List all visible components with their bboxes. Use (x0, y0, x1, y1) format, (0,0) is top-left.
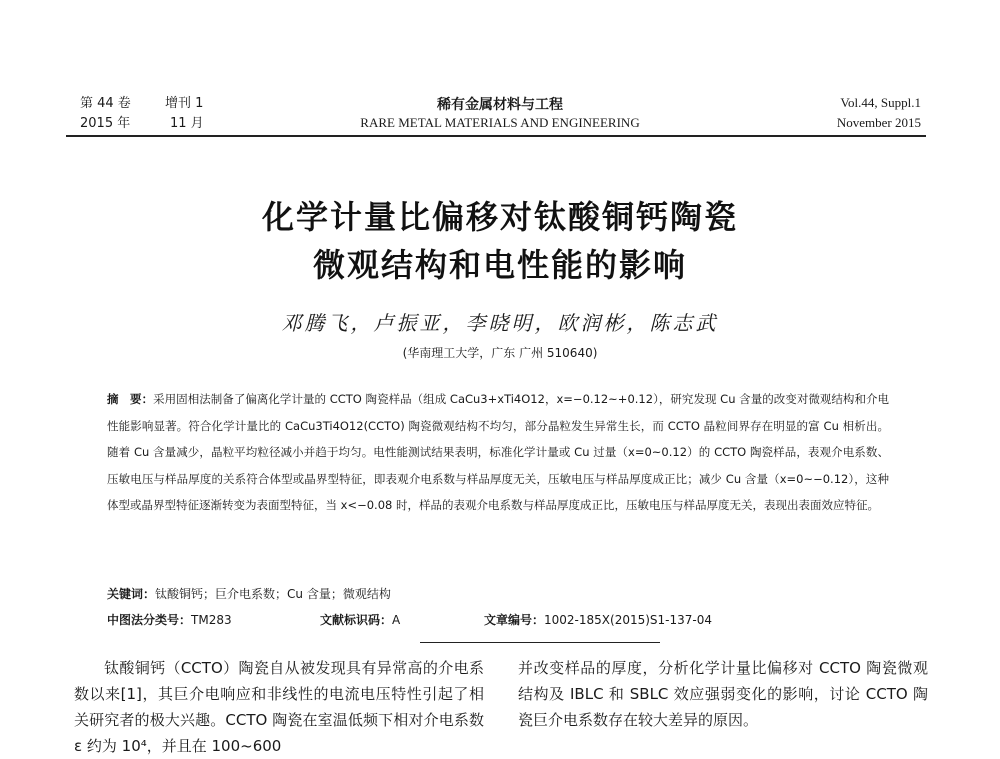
section-divider (420, 642, 660, 643)
keywords-label: 关键词： (107, 587, 156, 601)
header-rule (66, 135, 926, 137)
abstract (107, 386, 889, 519)
volume-en: Vol.44, Suppl.1 (840, 95, 921, 110)
doc-code-label: 文献标识码： (320, 613, 393, 627)
article-number-label: 文章编号： (484, 613, 545, 627)
abstract-text: 采用固相法制备了偏离化学计量的 CCTO 陶瓷样品（组成 CaCu3+xTi4O12，x=−0.12~+0.12），研究发现 Cu 含量的改变对微观结构和介电性能影响显著。符合化学计量比的 CaCu3Ti4O12(CCTO) 陶瓷微观结构不均匀，部分晶粒发生异常生长，而 CCTO 晶粒间界存在明显的富 Cu 相析出。随着 Cu 含量减少，晶粒平均粒径减小并趋于均匀。电性能测试结果表明，标准化学计量或 Cu 过量（x=0~0.12）的 CCTO 陶瓷样品，表观介电系数、压敏电压与样品厚度的关系符合体型或晶界型特征，即表观介电系数与样品厚度无关，压敏电压与样品厚度成正比；减少 Cu 含量（x=0~−0.12），这种体型或晶界型特征逐渐转变为表面型特征，当 x<−0.08 时，样品的表观介电系数与样品厚度成正比，压敏电压与样品厚度无关，表现出表面效应特征。 (107, 392, 890, 512)
article-number (484, 611, 712, 628)
title-line-1: 化学计量比偏移对钛酸铜钙陶瓷 (261, 198, 738, 236)
body-right-column: 并改变样品的厚度，分析化学计量比偏移对 CCTO 陶瓷微观结构及 IBLC 和 SBLC 效应强弱变化的影响，讨论 CCTO 陶瓷巨介电系数存在较大差异的原因。 (518, 659, 928, 729)
date-en: November 2015 (836, 115, 921, 130)
abstract-label: 摘 要： (107, 392, 154, 406)
month-cn: 11 月 (170, 116, 204, 131)
volume-cn: 第 44 卷 (80, 96, 131, 111)
journal-title-cn: 稀有金属材料与工程 (437, 97, 563, 113)
clc-value: TM283 (191, 613, 232, 627)
affiliation: (华南理工大学，广东 广州 510640) (402, 346, 598, 360)
article-number-value: 1002-185X(2015)S1-137-04 (544, 613, 712, 627)
clc-number (107, 611, 232, 628)
title-line-2: 微观结构和电性能的影响 (312, 246, 687, 284)
doc-code-value: A (392, 613, 401, 627)
year-cn: 2015 年 (80, 116, 131, 131)
clc-label: 中图法分类号： (107, 613, 192, 627)
authors: 邓腾飞，卢振亚，李晓明，欧润彬，陈志武 (281, 311, 719, 335)
body-left-column: 钛酸铜钙（CCTO）陶瓷自从被发现具有异常高的介电系数以来[1]，其巨介电响应和非线性的电流电压特性引起了相关研究者的极大兴趣。CCTO 陶瓷在室温低频下相对介电系数 ε 约为 10⁴，并且在 100~600 (74, 659, 484, 755)
suppl-cn: 增刊 1 (165, 96, 204, 111)
keywords (107, 585, 391, 602)
journal-title-en: RARE METAL MATERIALS AND ENGINEERING (360, 115, 640, 130)
doc-code (320, 611, 400, 628)
keywords-text: 钛酸铜钙；巨介电系数；Cu 含量；微观结构 (155, 587, 391, 601)
